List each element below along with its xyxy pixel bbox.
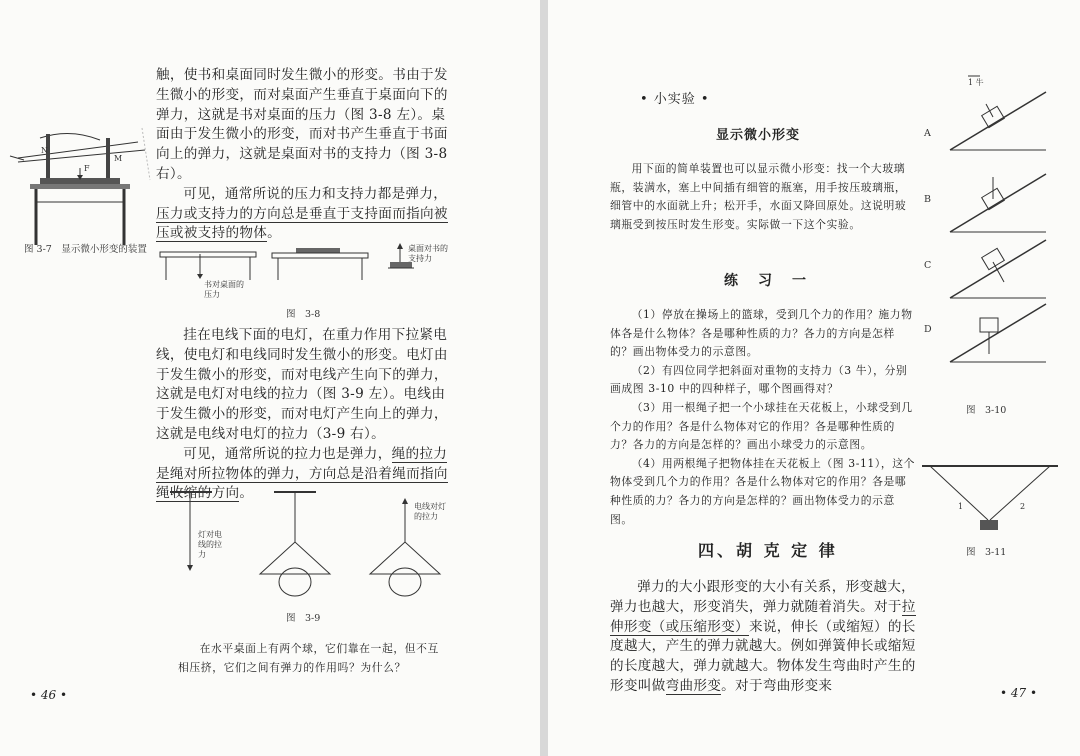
scale-label: 1 牛 bbox=[968, 78, 984, 87]
paragraph: 用下面的简单装置也可以显示微小形变：找一个大玻璃瓶，装满水，塞上中间插有细管的瓶塞，用手按压玻璃瓶，细管中的水面就上升；松开手，水面又降回原处。这说明玻璃瓶受到按压时发生形变。实际做一下这个实验。 bbox=[610, 162, 907, 231]
text: 来说，伸长（或缩短）的长度越大，产生的弹力就越大。例如弹簧伸长或缩短的长度越大，弹力就越大。物体发生弯曲时产生的形变叫做 bbox=[610, 618, 916, 694]
force-label: 桌面对书的支持力 bbox=[408, 244, 448, 263]
label-f: F bbox=[84, 164, 90, 173]
label-m: M bbox=[114, 154, 123, 163]
figure-caption: 图 3-11 bbox=[966, 547, 1007, 558]
section-title: 四、胡 克 定 律 bbox=[698, 541, 838, 560]
experiment-tag: • 小实验 • bbox=[640, 92, 710, 107]
text: 。 bbox=[239, 485, 254, 502]
figure-caption: 图 3-7 显示微小形变的装置 bbox=[24, 244, 147, 255]
emphasis-text: 弯曲形变 bbox=[665, 677, 722, 694]
force-label: 灯对电线的拉力 bbox=[198, 530, 222, 559]
text: 弹力的大小跟形变的大小有关系，形变越大，弹力也越大，形变消失，弹力就随着消失。对于 bbox=[610, 579, 916, 615]
figure-3-7 bbox=[10, 120, 150, 280]
exercise-item: （2）有四位同学把斜面对重物的支持力（3 牛），分别画成图 3-10 中的四种样子，哪个图画得对？ bbox=[610, 363, 908, 396]
option-label: A bbox=[924, 128, 931, 139]
page-number: • 46 • bbox=[30, 688, 68, 702]
apparatus-drawing bbox=[10, 120, 150, 260]
figure-caption: 图 3-9 bbox=[286, 613, 321, 624]
figure-3-8 bbox=[156, 240, 456, 320]
hooke-paragraph bbox=[610, 578, 920, 697]
paragraph: 在水平桌面上有两个球，它们靠在一起，但不互相压挤，它们之间有弹力的作用吗？为什么？ bbox=[178, 642, 439, 674]
experiment-title: 显示微小形变 bbox=[716, 128, 801, 143]
emphasis-text: 压力或支持力的方向总是垂直于支持面而指向被压或被支持的物体 bbox=[156, 205, 448, 242]
paragraph: 触，使书和桌面同时发生微小的形变。书由于发生微小的形变，而对桌面产生垂直于桌面向下的弹力，这就是书对桌面的压力（图 3-8 左）。桌面由于发生微小的形变，而对书产生垂直于书面向上的弹力，这就是桌面对书的支持力（图 3-8 右）。 bbox=[156, 67, 448, 182]
book-gutter bbox=[540, 0, 548, 756]
option-label: C bbox=[924, 260, 932, 271]
option-label: B bbox=[924, 194, 931, 205]
question-text bbox=[178, 640, 450, 677]
paragraph bbox=[156, 185, 458, 244]
exercise-list bbox=[610, 306, 916, 529]
option-label: D bbox=[924, 324, 932, 335]
text: 可见，通常所说的压力和支持力都是弹力， bbox=[183, 185, 448, 202]
incline-diagrams bbox=[920, 72, 1070, 402]
rope-label: 2 bbox=[1020, 502, 1026, 511]
figure-3-11 bbox=[920, 460, 1070, 560]
right-page bbox=[548, 0, 1080, 756]
experiment-body bbox=[610, 160, 916, 234]
exercise-item: （1）停放在操场上的篮球，受到几个力的作用？施力物体各是什么物体？各是哪种性质的力？各力的方向是怎样的？画出物体受力的示意图。 bbox=[610, 308, 913, 359]
text-block-top bbox=[156, 66, 458, 244]
text-block-middle bbox=[156, 326, 458, 504]
exercise-item: （4）用两根绳子把物体挂在天花板上（图 3-11），这个物体受到几个力的作用？各是什么物体对它的作用？各是哪种性质的力？各力的方向是怎样的？画出物体受力的示意图。 bbox=[610, 456, 916, 526]
force-label: 电线对灯的拉力 bbox=[414, 502, 446, 521]
exercise-item: （3）用一根绳子把一个小球挂在天花板上，小球受到几个力的作用？各是什么物体对它的作用？各是哪种性质的力？各力的方向是怎样的？画出小球受力的示意图。 bbox=[610, 400, 913, 452]
force-label: 书对桌面的压力 bbox=[204, 280, 244, 299]
text: 。 bbox=[267, 225, 282, 242]
text: 可见，通常所说的拉力也是弹力， bbox=[183, 445, 392, 462]
figure-caption: 图 3-10 bbox=[966, 405, 1007, 416]
figure-3-10 bbox=[920, 72, 1070, 422]
emphasis-text: 拉伸形变（或压缩形变） bbox=[610, 598, 916, 635]
paragraph: 挂在电线下面的电灯，在重力作用下拉紧电线，使电灯和电线同时发生微小的形变。电灯由于发生微小的形变，而对电线产生向下的弹力，这就是电灯对电线的拉力（图 3-9 左）。电线由于发生微小的形变，而对电灯产生向上的弹力，这就是电线对电灯的拉力（3-9 右）。 bbox=[156, 327, 448, 442]
figure-caption: 图 3-8 bbox=[286, 309, 321, 320]
hanging-object-drawing bbox=[920, 460, 1070, 540]
figure-3-9 bbox=[156, 486, 456, 626]
exercise-title: 练 习 一 bbox=[724, 273, 809, 289]
label-n: N bbox=[41, 146, 48, 155]
rope-label: 1 bbox=[958, 502, 964, 511]
page-number: • 47 • bbox=[1000, 686, 1038, 700]
paragraph bbox=[610, 578, 920, 697]
text: 。对于弯曲形变来 bbox=[721, 677, 833, 694]
emphasis-text: 绳的拉力是绳对所拉物体的弹力，方向总是沿着绳而指向绳收缩的方向 bbox=[156, 445, 448, 502]
